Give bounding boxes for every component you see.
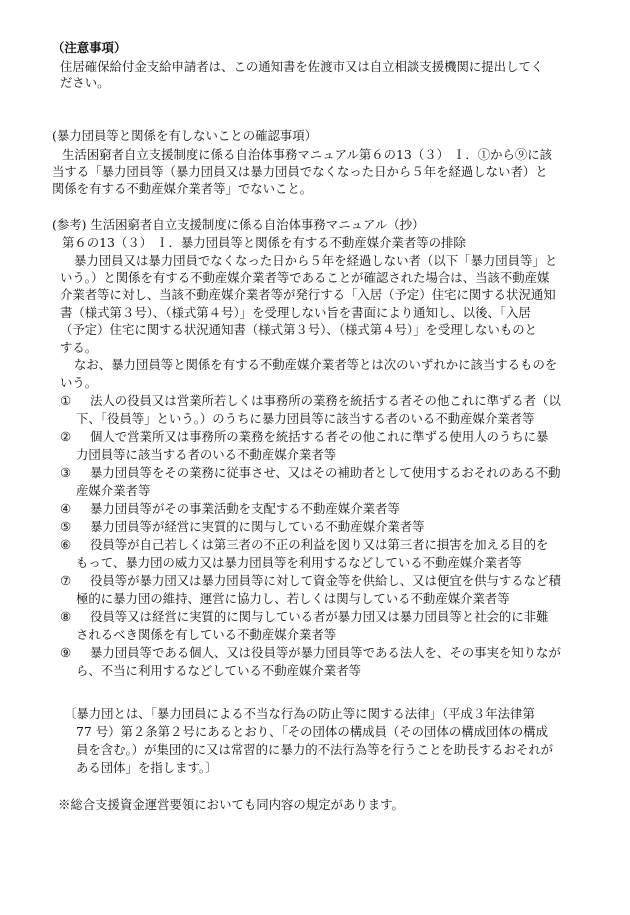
notice-heading: （注意事項） [52,40,127,55]
list-item-line: 役員等が自己若しくは第三者の不正の利益を図り又は第三者に損害を加える目的を [90,537,549,552]
paragraph-line: いう。 [60,375,98,390]
list-item-line: 暴力団員等をその業務に従事させ、又はその補助者として使用するおそれのある不動 [90,465,561,480]
list-item-line: 暴力団員等が経営に実質的に関与している不動産媒介業者等 [90,519,425,534]
list-item-number: ⑨ [60,645,72,660]
list-item-number: ④ [60,501,72,516]
list-item-line: 産媒介業者等 [76,483,151,498]
confirmation-line: 当する「暴力団員等（暴力団員又は暴力団員でなくなった日から５年を経過しない者）と [52,164,548,179]
paragraph-line: 介業者等に対し、当該不動産媒介業者等が発行する「入居（予定）住宅に関する状況通知 [60,287,556,302]
list-item-number: ⑤ [60,519,72,534]
paragraph-line: 書（様式第３号）、（様式第４号）」を受理しない旨を書面により通知し、以後、「入居 [60,305,531,320]
list-item-number: ③ [60,465,72,480]
list-item-line: されるべき関係を有している不動産媒介業者等 [76,627,337,642]
list-item-line: 暴力団員等である個人、又は役員等が暴力団員等である法人を、その事実を知りなが [90,645,561,660]
definition-line: 員を含む。）が集団的に又は常習的に暴力的不法行為等を行うことを助長するおそれが [76,742,554,757]
paragraph-line: いう。）と関係を有する不動産媒介業者等であることが確認された場合は、当該不動産媒 [60,270,550,285]
reference-heading: (参考) 生活困窮者自立支援制度に係る自治体事務マニュアル（抄） [52,217,425,232]
confirmation-heading: (暴力団員等と関係を有しないことの確認事項） [52,128,318,143]
confirmation-line: 関係を有する不動産媒介業者等」でないこと。 [52,181,313,196]
paragraph-line: する。 [60,340,98,355]
list-item-line: ら、不当に利用するなどしている不動産媒介業者等 [76,663,361,678]
list-item-line: 暴力団員等がその事業活動を支配する不動産媒介業者等 [90,501,400,516]
reference-subheading: 第６の13（３） Ｉ．暴力団員等と関係を有する不動産媒介業者等の排除 [62,235,466,250]
list-item-line: 極的に暴力団の維持、運営に協力し、若しくは関与している不動産媒介業者等 [76,591,510,606]
list-item-number: ⑥ [60,537,72,552]
notice-line: ださい。 [60,75,110,90]
list-item-line: 役員等又は経営に実質的に関与している者が暴力団又は暴力団員等と社会的に非難 [90,609,549,624]
list-item-line: 力団員等に該当する者のいる不動産媒介業者等 [76,447,337,462]
paragraph-line: （予定）住宅に関する状況通知書（様式第３号）、（様式第４号）」を受理しないものと [60,322,538,337]
definition-line: ある団体」を指します。〕 [76,760,218,775]
notice-line: 住居確保給付金支給申請者は、この通知書を佐渡市又は自立相談支援機関に提出してく [60,59,544,74]
footnote: ※総合支援資金運営要領においても同内容の規定があります。 [58,797,404,812]
paragraph-line: なお、暴力団員等と関係を有する不動産媒介業者等とは次のいずれかに該当するものを [74,357,558,372]
confirmation-line: 生活困窮者自立支援制度に係る自治体事務マニュアル第６の13（３） Ｉ．①から⑨に該 [62,147,553,162]
paragraph-line: 暴力団員又は暴力団員でなくなった日から５年を経過しない者（以下「暴力団員等」と [74,253,558,268]
list-item-number: ① [60,393,72,408]
list-item-number: ⑦ [60,573,72,588]
list-item-line: もって、暴力団の威力又は暴力団員等を利用するなどしている不動産媒介業者等 [76,555,522,570]
list-item-number: ⑧ [60,609,72,624]
list-item-line: 役員等が暴力団又は暴力団員等に対して資金等を供給し、又は便宜を供与するなど積 [90,573,561,588]
definition-line: 77 号）第２条第２号にあるとおり、「その団体の構成員（その団体の構成団体の構成 [76,724,548,739]
list-item-line: 個人で営業所又は事務所の業務を統括する者その他これに準ずる使用人のうちに暴 [90,429,549,444]
list-item-line: 下、「役員等」という。）のうちに暴力団員等に該当する者のいる不動産媒介業者等 [76,411,535,426]
list-item-number: ② [60,429,72,444]
list-item-line: 法人の役員又は営業所若しくは事務所の業務を統括する者その他これに準ずる者（以 [90,393,561,408]
definition-line: 〔暴力団とは、「暴力団員による不当な行為の防止等に関する法律」（平成３年法律第 [64,706,535,721]
